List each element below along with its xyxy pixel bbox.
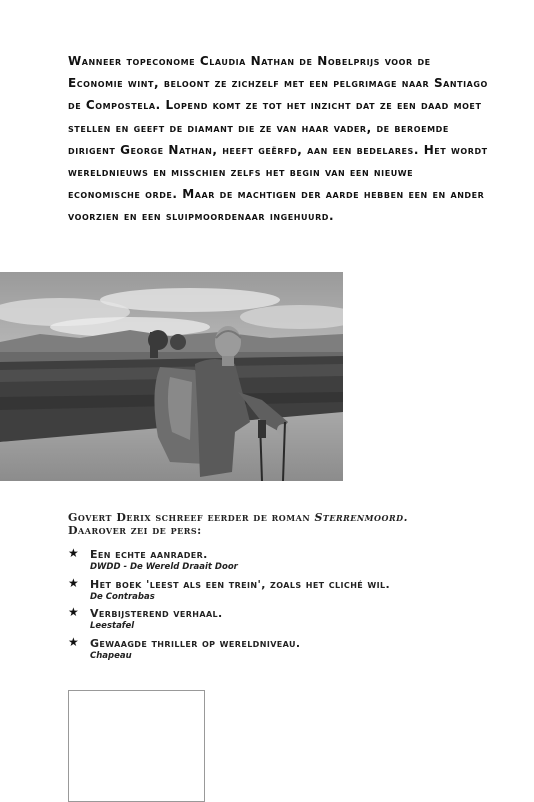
review-item [68, 575, 488, 608]
review-source: Leestafel [90, 621, 135, 631]
review-quote: Gewaagde thriller op wereldniveau. [90, 636, 301, 650]
star-bullet-icon: ★ [68, 546, 79, 560]
star-bullet-icon: ★ [68, 575, 79, 590]
star-bullet-icon: ★ [68, 605, 79, 619]
author-note [68, 511, 468, 537]
review-item [68, 607, 488, 637]
review-item [68, 634, 488, 667]
review-source: Chapeau [90, 650, 132, 661]
review-source: DWDD - De Wereld Draait Door [90, 562, 238, 572]
review-source: De Contrabas [90, 591, 155, 602]
review-quote: Een echte aanrader. [90, 548, 208, 561]
review-quote: Het boek 'leest als een trein', zoals het cliché wil. [90, 577, 391, 591]
star-bullet-icon: ★ [68, 634, 79, 649]
book-title: Sterrenmoord. [314, 511, 408, 524]
review-item [68, 548, 488, 578]
author-photo [0, 272, 343, 481]
barcode-placeholder [68, 690, 205, 802]
back-cover-blurb: Wanneer topeconome Claudia Nathan de Nobelprijs voor de Economie wint, beloont ze zichzelf met een pelgrimage naar Santiago de Compostela. Lopend komt ze tot het inzicht dat ze een daad moet stellen en geeft de diamant die ze van haar vader, de beroemde dirigent George Nathan, heeft geërfd, aan een bedelares. Het wordt wereldnieuws en misschien zelfs het begin van een nieuwe economische orde. Maar de machtigen der aarde hebben een en ander voorzien en een sluipmoordenaar ingehuurd. [68, 54, 488, 224]
review-quote: Verbijsterend verhaal. [90, 607, 223, 620]
author-line-suffix: Daarover zei de pers: [68, 524, 202, 537]
author-line-prefix: Govert Derix schreef eerder de roman [68, 511, 315, 524]
press-reviews-list [68, 548, 488, 666]
